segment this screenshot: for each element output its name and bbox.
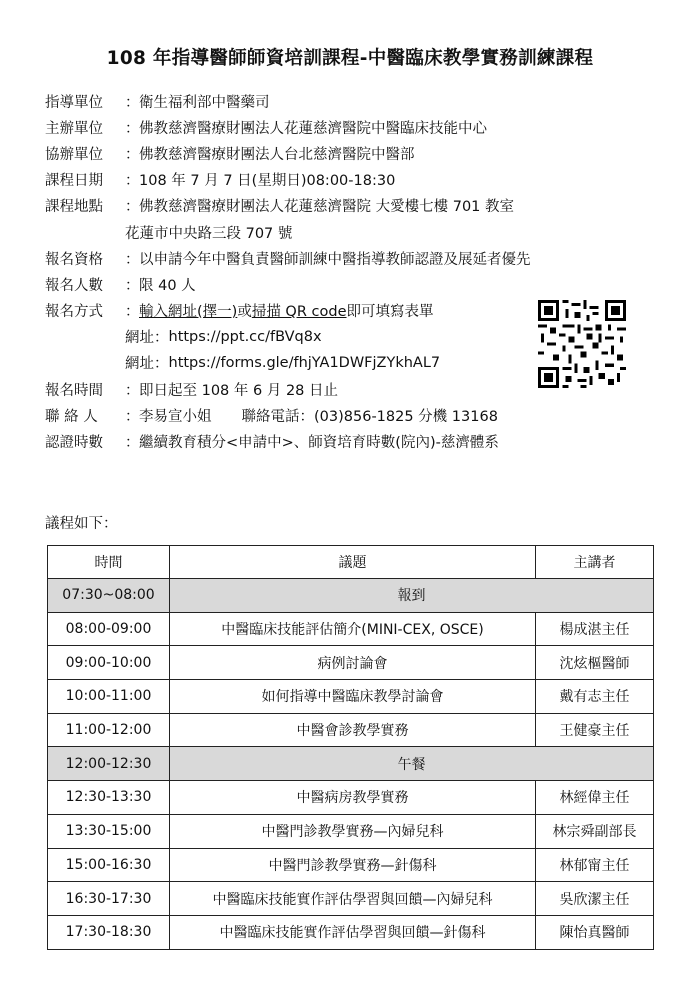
row-topic: 中醫臨床技能實作評估學習與回饋—針傷科 — [170, 915, 536, 949]
method-qr-text: 掃描 QR code — [251, 304, 347, 321]
info-label: 聯 絡 人 — [45, 408, 98, 425]
info-venue-address — [45, 219, 665, 245]
info-label: 報名方式 — [45, 304, 103, 321]
method-or-text: 或 — [237, 304, 252, 321]
colon: ： — [125, 251, 140, 268]
colon: ： — [125, 94, 140, 111]
info-eligibility — [45, 245, 665, 271]
info-value: 即日起至 108 年 6 月 28 日止 — [139, 382, 339, 399]
colon: ： — [125, 408, 140, 425]
info-label: 指導單位 — [45, 94, 103, 111]
row-speaker: 戴有志主任 — [536, 680, 654, 714]
info-label: 認證時數 — [45, 435, 103, 452]
row-time: 09:00-10:00 — [48, 646, 170, 680]
row-topic: 午餐 — [170, 747, 654, 781]
document-title: 108 年指導醫師師資培訓課程-中醫臨床教學實務訓練課程 — [106, 48, 594, 69]
colon: ： — [125, 146, 140, 163]
info-value: 花蓮市中央路三段 707 號 — [125, 225, 293, 242]
info-supervisor — [45, 88, 665, 114]
agenda-row — [48, 848, 654, 882]
agenda-row — [48, 882, 654, 916]
course-info — [45, 88, 665, 455]
agenda-row — [48, 713, 654, 747]
info-label: 主辦單位 — [45, 120, 103, 137]
row-topic: 如何指導中醫臨床教學討論會 — [170, 680, 536, 714]
row-time: 11:00-12:00 — [48, 713, 170, 747]
row-time: 07:30~08:00 — [48, 579, 170, 613]
row-topic: 中醫會診教學實務 — [170, 713, 536, 747]
row-time: 12:30-13:30 — [48, 781, 170, 815]
info-value: 佛教慈濟醫療財團法人花蓮慈濟醫院中醫臨床技能中心 — [139, 120, 487, 137]
info-value: 佛教慈濟醫療財團法人花蓮慈濟醫院 大愛樓七樓 701 教室 — [139, 199, 515, 216]
info-value: 以申請今年中醫負責醫師訓練中醫指導教師認證及展延者優先 — [139, 251, 531, 268]
row-speaker: 林宗舜副部長 — [536, 814, 654, 848]
row-time: 15:00-16:30 — [48, 848, 170, 882]
info-value: 繼續教育積分<申請中>、師資培育時數(院內)-慈濟體系 — [139, 435, 499, 452]
header-topic: 議題 — [170, 546, 536, 579]
info-capacity — [45, 271, 665, 297]
colon: ： — [125, 304, 140, 321]
row-time: 12:00-12:30 — [48, 747, 170, 781]
agenda-row — [48, 612, 654, 646]
info-label: 報名人數 — [45, 277, 103, 294]
agenda-row — [48, 781, 654, 815]
colon: ： — [125, 277, 140, 294]
row-speaker: 楊成湛主任 — [536, 612, 654, 646]
row-speaker: 王健豪主任 — [536, 713, 654, 747]
agenda-row-lunch — [48, 747, 654, 781]
info-co-organizer — [45, 140, 665, 166]
header-speaker: 主講者 — [536, 546, 654, 579]
agenda-header-row — [48, 546, 654, 579]
info-label: 協辦單位 — [45, 146, 103, 163]
registration-link-1[interactable]: https://ppt.cc/fBVq8x — [168, 328, 322, 345]
colon: ： — [125, 382, 140, 399]
phone-number: (03)856-1825 分機 13168 — [314, 408, 498, 425]
colon: ： — [125, 199, 140, 216]
registration-link-2[interactable]: https://forms.gle/fhjYA1DWFjZYkhAL7 — [168, 354, 441, 371]
info-credits — [45, 428, 665, 454]
info-label: 報名資格 — [45, 251, 103, 268]
agenda-row — [48, 646, 654, 680]
row-speaker: 林郁甯主任 — [536, 848, 654, 882]
method-url-text: 輸入網址(擇一) — [139, 304, 238, 321]
info-value: 限 40 人 — [139, 277, 196, 294]
info-date — [45, 167, 665, 193]
info-value: 衛生福利部中醫藥司 — [139, 94, 270, 111]
info-label: 報名時間 — [45, 382, 103, 399]
row-speaker: 吳欣潔主任 — [536, 882, 654, 916]
row-topic: 中醫門診教學實務—針傷科 — [170, 848, 536, 882]
info-label: 課程地點 — [45, 199, 103, 216]
info-organizer — [45, 114, 665, 140]
row-time: 10:00-11:00 — [48, 680, 170, 714]
row-topic: 中醫臨床技能實作評估學習與回饋—內婦兒科 — [170, 882, 536, 916]
agenda-table — [47, 545, 654, 950]
url-label: 網址： — [125, 356, 169, 373]
row-time: 08:00-09:00 — [48, 612, 170, 646]
info-venue — [45, 193, 665, 219]
colon: ： — [125, 173, 140, 190]
agenda-row-checkin — [48, 579, 654, 613]
row-time: 13:30-15:00 — [48, 814, 170, 848]
agenda-row — [48, 915, 654, 949]
row-time: 16:30-17:30 — [48, 882, 170, 916]
row-topic: 報到 — [170, 579, 654, 613]
info-value: 佛教慈濟醫療財團法人台北慈濟醫院中醫部 — [139, 146, 415, 163]
agenda-row — [48, 814, 654, 848]
info-contact — [45, 402, 665, 428]
info-value: 108 年 7 月 7 日(星期日)08:00-18:30 — [139, 173, 396, 190]
row-speaker: 林經偉主任 — [536, 781, 654, 815]
method-tail-text: 即可填寫表單 — [346, 304, 434, 321]
row-topic: 中醫臨床技能評估簡介(MINI-CEX, OSCE) — [170, 612, 536, 646]
qr-code-icon[interactable] — [538, 300, 626, 388]
colon: ： — [125, 120, 140, 137]
row-topic: 病例討論會 — [170, 646, 536, 680]
colon: ： — [125, 435, 140, 452]
row-time: 17:30-18:30 — [48, 915, 170, 949]
row-speaker: 沈炫樞醫師 — [536, 646, 654, 680]
info-label: 課程日期 — [45, 173, 103, 190]
row-speaker: 陳怡真醫師 — [536, 915, 654, 949]
contact-name: 李易宣小姐 — [139, 408, 212, 425]
agenda-heading: 議程如下： — [45, 516, 118, 532]
url-label: 網址： — [125, 330, 169, 347]
phone-label: 聯絡電話： — [241, 408, 314, 425]
row-topic: 中醫門診教學實務—內婦兒科 — [170, 814, 536, 848]
header-time: 時間 — [48, 546, 170, 579]
row-topic: 中醫病房教學實務 — [170, 781, 536, 815]
agenda-row — [48, 680, 654, 714]
